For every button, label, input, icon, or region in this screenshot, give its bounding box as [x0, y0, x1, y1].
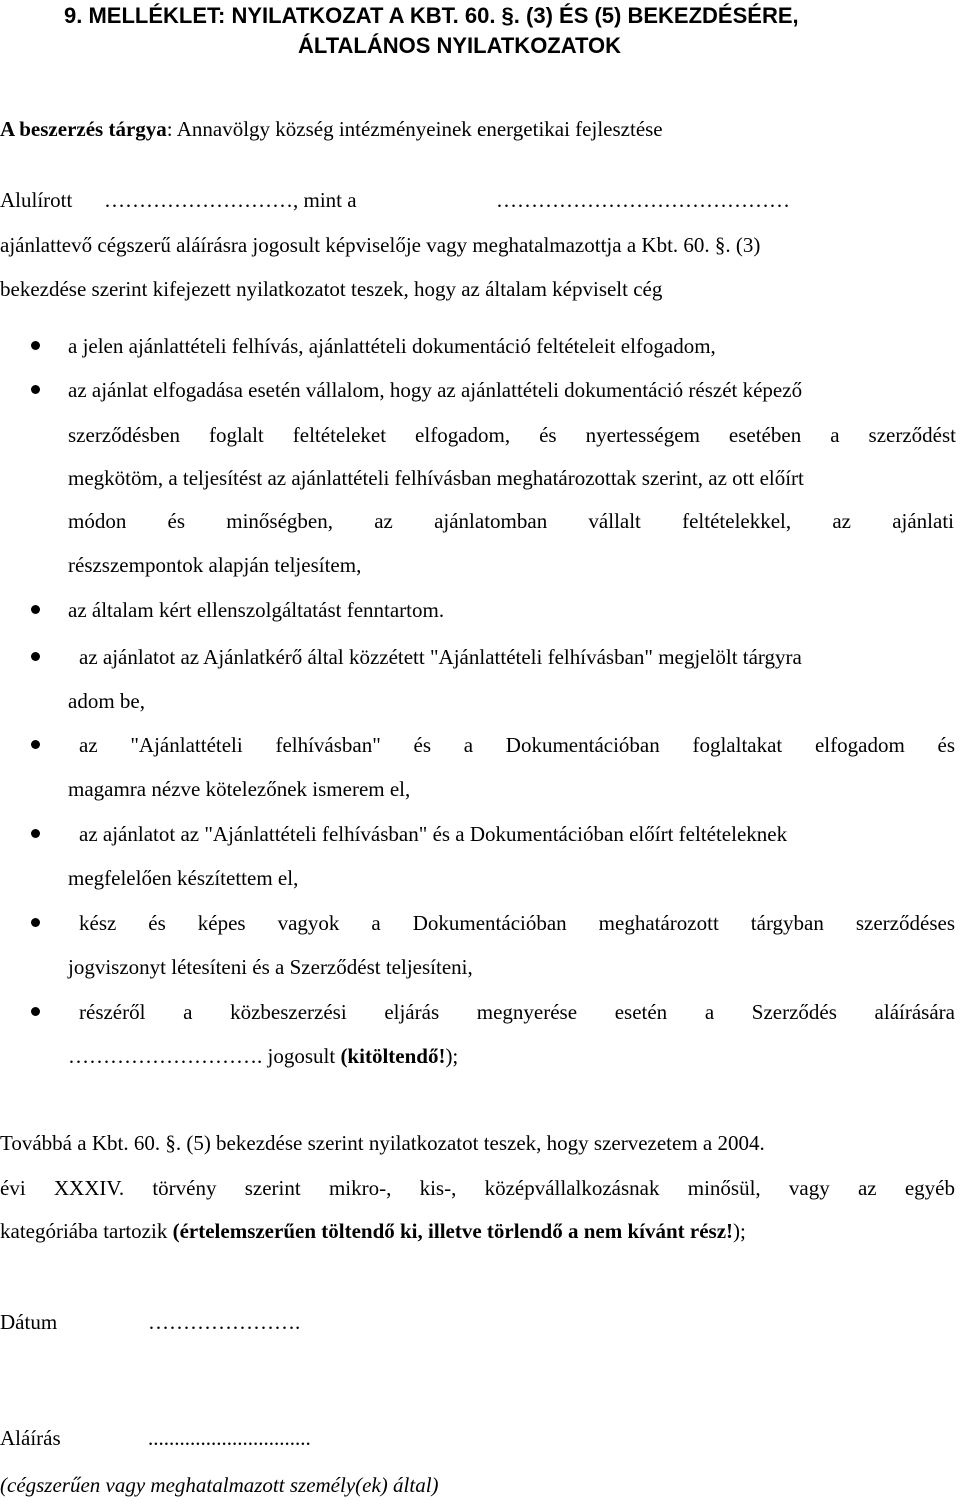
bullet-dot: [31, 740, 40, 749]
subject-line: [0, 117, 663, 142]
intro-line-3: bekezdése szerint kifejezett nyilatkozatot teszek, hogy az általam képviselt cég: [0, 277, 663, 301]
bullet-2-line-1: az ajánlat elfogadása esetén vállalom, hogy az ajánlattételi dokumentáció részét képező: [68, 378, 803, 402]
bullet-dot: [31, 1007, 40, 1016]
document-title-line-2: ÁLTALÁNOS NYILATKOZATOK: [298, 33, 622, 58]
bullet-6-line-1: az ajánlatot az "Ajánlattételi felhívásban" és a Dokumentációban előírt feltételeknek: [79, 822, 788, 846]
intro-name-blank: ………………………, mint a: [104, 188, 357, 212]
fill-in-note: (kitöltendő!: [340, 1044, 446, 1068]
intro-line-2: ajánlattevő cégszerű aláírásra jogosult képviselője vagy meghatalmazottja a Kbt. 60. §. (3): [0, 233, 761, 257]
subject-value: : Annavölgy község intézményeinek energetikai fejlesztése: [166, 117, 663, 141]
bullet-8-line-2: [68, 1044, 458, 1069]
signatory-blank: ……………………….: [68, 1044, 263, 1068]
further-line-2: évi XXXIV. törvény szerint mikro-, kis-, középvállalkozásnak minősül, vagy az egyéb: [0, 1176, 955, 1200]
bullet-dot: [31, 341, 40, 350]
bullet-3-text: az általam kért ellenszolgáltatást fenntartom.: [68, 598, 445, 622]
signature-note-text: (cégszerűen vagy meghatalmazott személy(ek) által): [0, 1473, 439, 1497]
further-line-3: [0, 1219, 746, 1244]
further-line-3-text: kategóriába tartozik: [0, 1219, 168, 1243]
bullet-2-line-5: részszempontok alapján teljesítem,: [68, 553, 362, 577]
bullet-8-line-1: részéről a közbeszerzési eljárás megnyerése esetén a Szerződés aláírására: [79, 1000, 955, 1024]
bullet-dot: [31, 652, 40, 661]
signature-field[interactable]: ...............................: [148, 1426, 311, 1450]
further-line-3-end: );: [733, 1219, 746, 1243]
bullet-4-line-1: az ajánlatot az Ajánlatkérő által közzétett "Ajánlattételi felhívásban" megjelölt tárgyra: [79, 645, 802, 669]
further-line-3-instruction: (értelemszerűen töltendő ki, illetve törlendő a nem kívánt rész!: [172, 1219, 734, 1243]
bullet-8-end: );: [445, 1044, 459, 1068]
bullet-1-text: a jelen ajánlattételi felhívás, ajánlattételi dokumentáció feltételeit elfogadom,: [68, 334, 716, 358]
intro-company-blank: ……………………………………: [496, 188, 790, 212]
document-title-line-1: 9. MELLÉKLET: NYILATKOZAT A KBT. 60. §. (3) ÉS (5) BEKEZDÉSÉRE,: [64, 3, 799, 28]
date-label: Dátum: [0, 1310, 58, 1334]
bullet-6-line-2: megfelelően készítettem el,: [68, 866, 299, 890]
signature-note: [0, 1473, 439, 1498]
further-line-1: Továbbá a Kbt. 60. §. (5) bekezdése szerint nyilatkozatot teszek, hogy szervezetem a 2004.: [0, 1131, 765, 1155]
bullet-dot: [31, 829, 40, 838]
bullet-5-line-1: az "Ajánlattételi felhívásban" és a Dokumentációban foglaltakat elfogadom és: [79, 733, 955, 757]
bullet-dot: [31, 385, 40, 394]
subject-label: A beszerzés tárgya: [0, 117, 167, 141]
intro-alulirott-label: Alulírott: [0, 188, 73, 212]
bullet-7-line-2: jogviszonyt létesíteni és a Szerződést teljesíteni,: [68, 955, 473, 979]
bullet-dot: [31, 605, 40, 614]
date-field[interactable]: ………………….: [148, 1310, 301, 1334]
bullet-2-line-3: megkötöm, a teljesítést az ajánlattételi felhívásban meghatározottak szerint, az ott előírt: [68, 466, 804, 490]
bullet-dot: [31, 918, 40, 927]
bullet-5-line-2: magamra nézve kötelezőnek ismerem el,: [68, 777, 411, 801]
bullet-2-line-4: módon és minőségben, az ajánlatomban vállalt feltételekkel, az ajánlati: [68, 509, 954, 533]
jogosult-text: jogosult: [267, 1044, 336, 1068]
bullet-7-line-1: kész és képes vagyok a Dokumentációban meghatározott tárgyban szerződéses: [79, 911, 955, 935]
bullet-4-line-2: adom be,: [68, 689, 145, 713]
bullet-2-line-2: szerződésben foglalt feltételeket elfogadom, és nyertességem esetében a szerződést: [68, 423, 956, 447]
signature-label: Aláírás: [0, 1426, 61, 1450]
